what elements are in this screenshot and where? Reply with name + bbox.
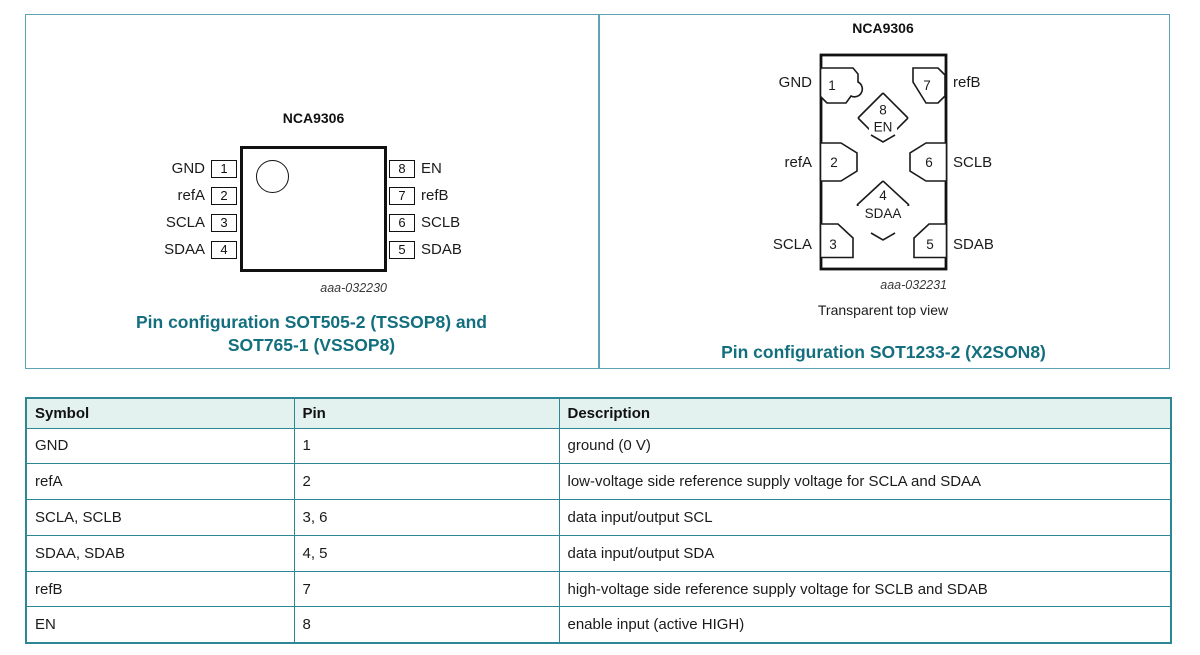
fig2-pin-label: refA [784,154,812,171]
fig2-pin-label: GND [778,74,812,91]
cell-description: high-voltage side reference supply voltage for SCLB and SDAB [559,571,1171,607]
cell-description: low-voltage side reference supply voltage for SCLA and SDAA [559,464,1171,500]
cell-pin: 7 [294,571,559,607]
column-header-description: Description [559,398,1171,428]
cell-pin: 8 [294,607,559,643]
fig2-pin-label: SCLB [953,154,993,171]
cell-pin: 4, 5 [294,535,559,571]
cell-description: ground (0 V) [559,428,1171,464]
fig2-pad-number: 7 [923,78,931,93]
table-row [26,571,1171,607]
fig2-center-pad-label: SDAA [864,206,902,221]
fig2-figure-id: aaa-032231 [880,278,947,292]
fig1-pin-label: refA [177,187,205,204]
cell-symbol: refB [26,571,294,607]
fig1-pin-number: 7 [389,187,415,205]
fig2-pad-number: 5 [926,237,934,252]
fig1-pin-number: 3 [211,214,237,232]
fig2-pad-number: 6 [925,155,933,170]
cell-description: data input/output SCL [559,500,1171,536]
fig1-pin-label: SDAA [164,241,205,258]
cell-pin: 3, 6 [294,500,559,536]
cell-symbol: GND [26,428,294,464]
fig1-pin-label: EN [421,160,442,177]
fig2-pin-label: SDAB [953,236,994,253]
cell-symbol: SCLA, SCLB [26,500,294,536]
cell-symbol: refA [26,464,294,500]
fig1-pin-label: refB [421,187,449,204]
column-header-pin: Pin [294,398,559,428]
pin-description-table [25,397,1172,644]
fig2-pad-number: 3 [829,237,837,252]
fig1-caption-line1: Pin configuration SOT505-2 (TSSOP8) and [135,312,488,332]
fig2-center-pad-label: EN [873,119,893,135]
fig2-caption: Pin configuration SOT1233-2 (X2SON8) [721,342,1046,362]
cell-description: enable input (active HIGH) [559,607,1171,643]
table-header-row [26,398,1171,428]
table-row [26,428,1171,464]
fig1-pin-number: 4 [211,241,237,259]
fig2-pin-label: SCLA [772,236,812,253]
table-row [26,535,1171,571]
fig2-center-pad-number: 8 [879,102,887,118]
fig1-pin-label: GND [171,160,205,177]
fig1-pin-number: 2 [211,187,237,205]
fig1-pin-number: 6 [389,214,415,232]
fig1-pin-label: SCLB [421,214,461,231]
fig2-pad-2 [821,143,858,181]
fig1-caption [25,311,598,357]
table-row [26,500,1171,536]
fig1-pin-number: 8 [389,160,415,178]
fig1-figure-id: aaa-032230 [320,281,387,295]
cell-description: data input/output SDA [559,535,1171,571]
cell-symbol: EN [26,607,294,643]
table-row [26,607,1171,643]
fig1-pin-number: 1 [211,160,237,178]
fig1-pin-label: SDAB [421,241,462,258]
fig2-package-drawing [598,14,1169,369]
fig2-center-pad-number: 4 [879,188,887,203]
fig2-pin-label: refB [953,74,981,91]
fig1-caption-line2: SOT765-1 (VSSOP8) [227,335,396,355]
fig2-view-note: Transparent top view [817,302,949,318]
fig1-pin-label: SCLA [165,214,205,231]
fig2-pad-number: 2 [830,155,838,170]
cell-symbol: SDAA, SDAB [26,535,294,571]
fig1-chip-title: NCA9306 [282,110,345,126]
cell-pin: 1 [294,428,559,464]
table-row [26,464,1171,500]
cell-pin: 2 [294,464,559,500]
fig2-chip-title: NCA9306 [852,20,914,36]
fig2-pad-number: 1 [828,78,836,93]
column-header-symbol: Symbol [26,398,294,428]
fig1-pin1-marker-icon [256,160,289,193]
fig1-pin-number: 5 [389,241,415,259]
